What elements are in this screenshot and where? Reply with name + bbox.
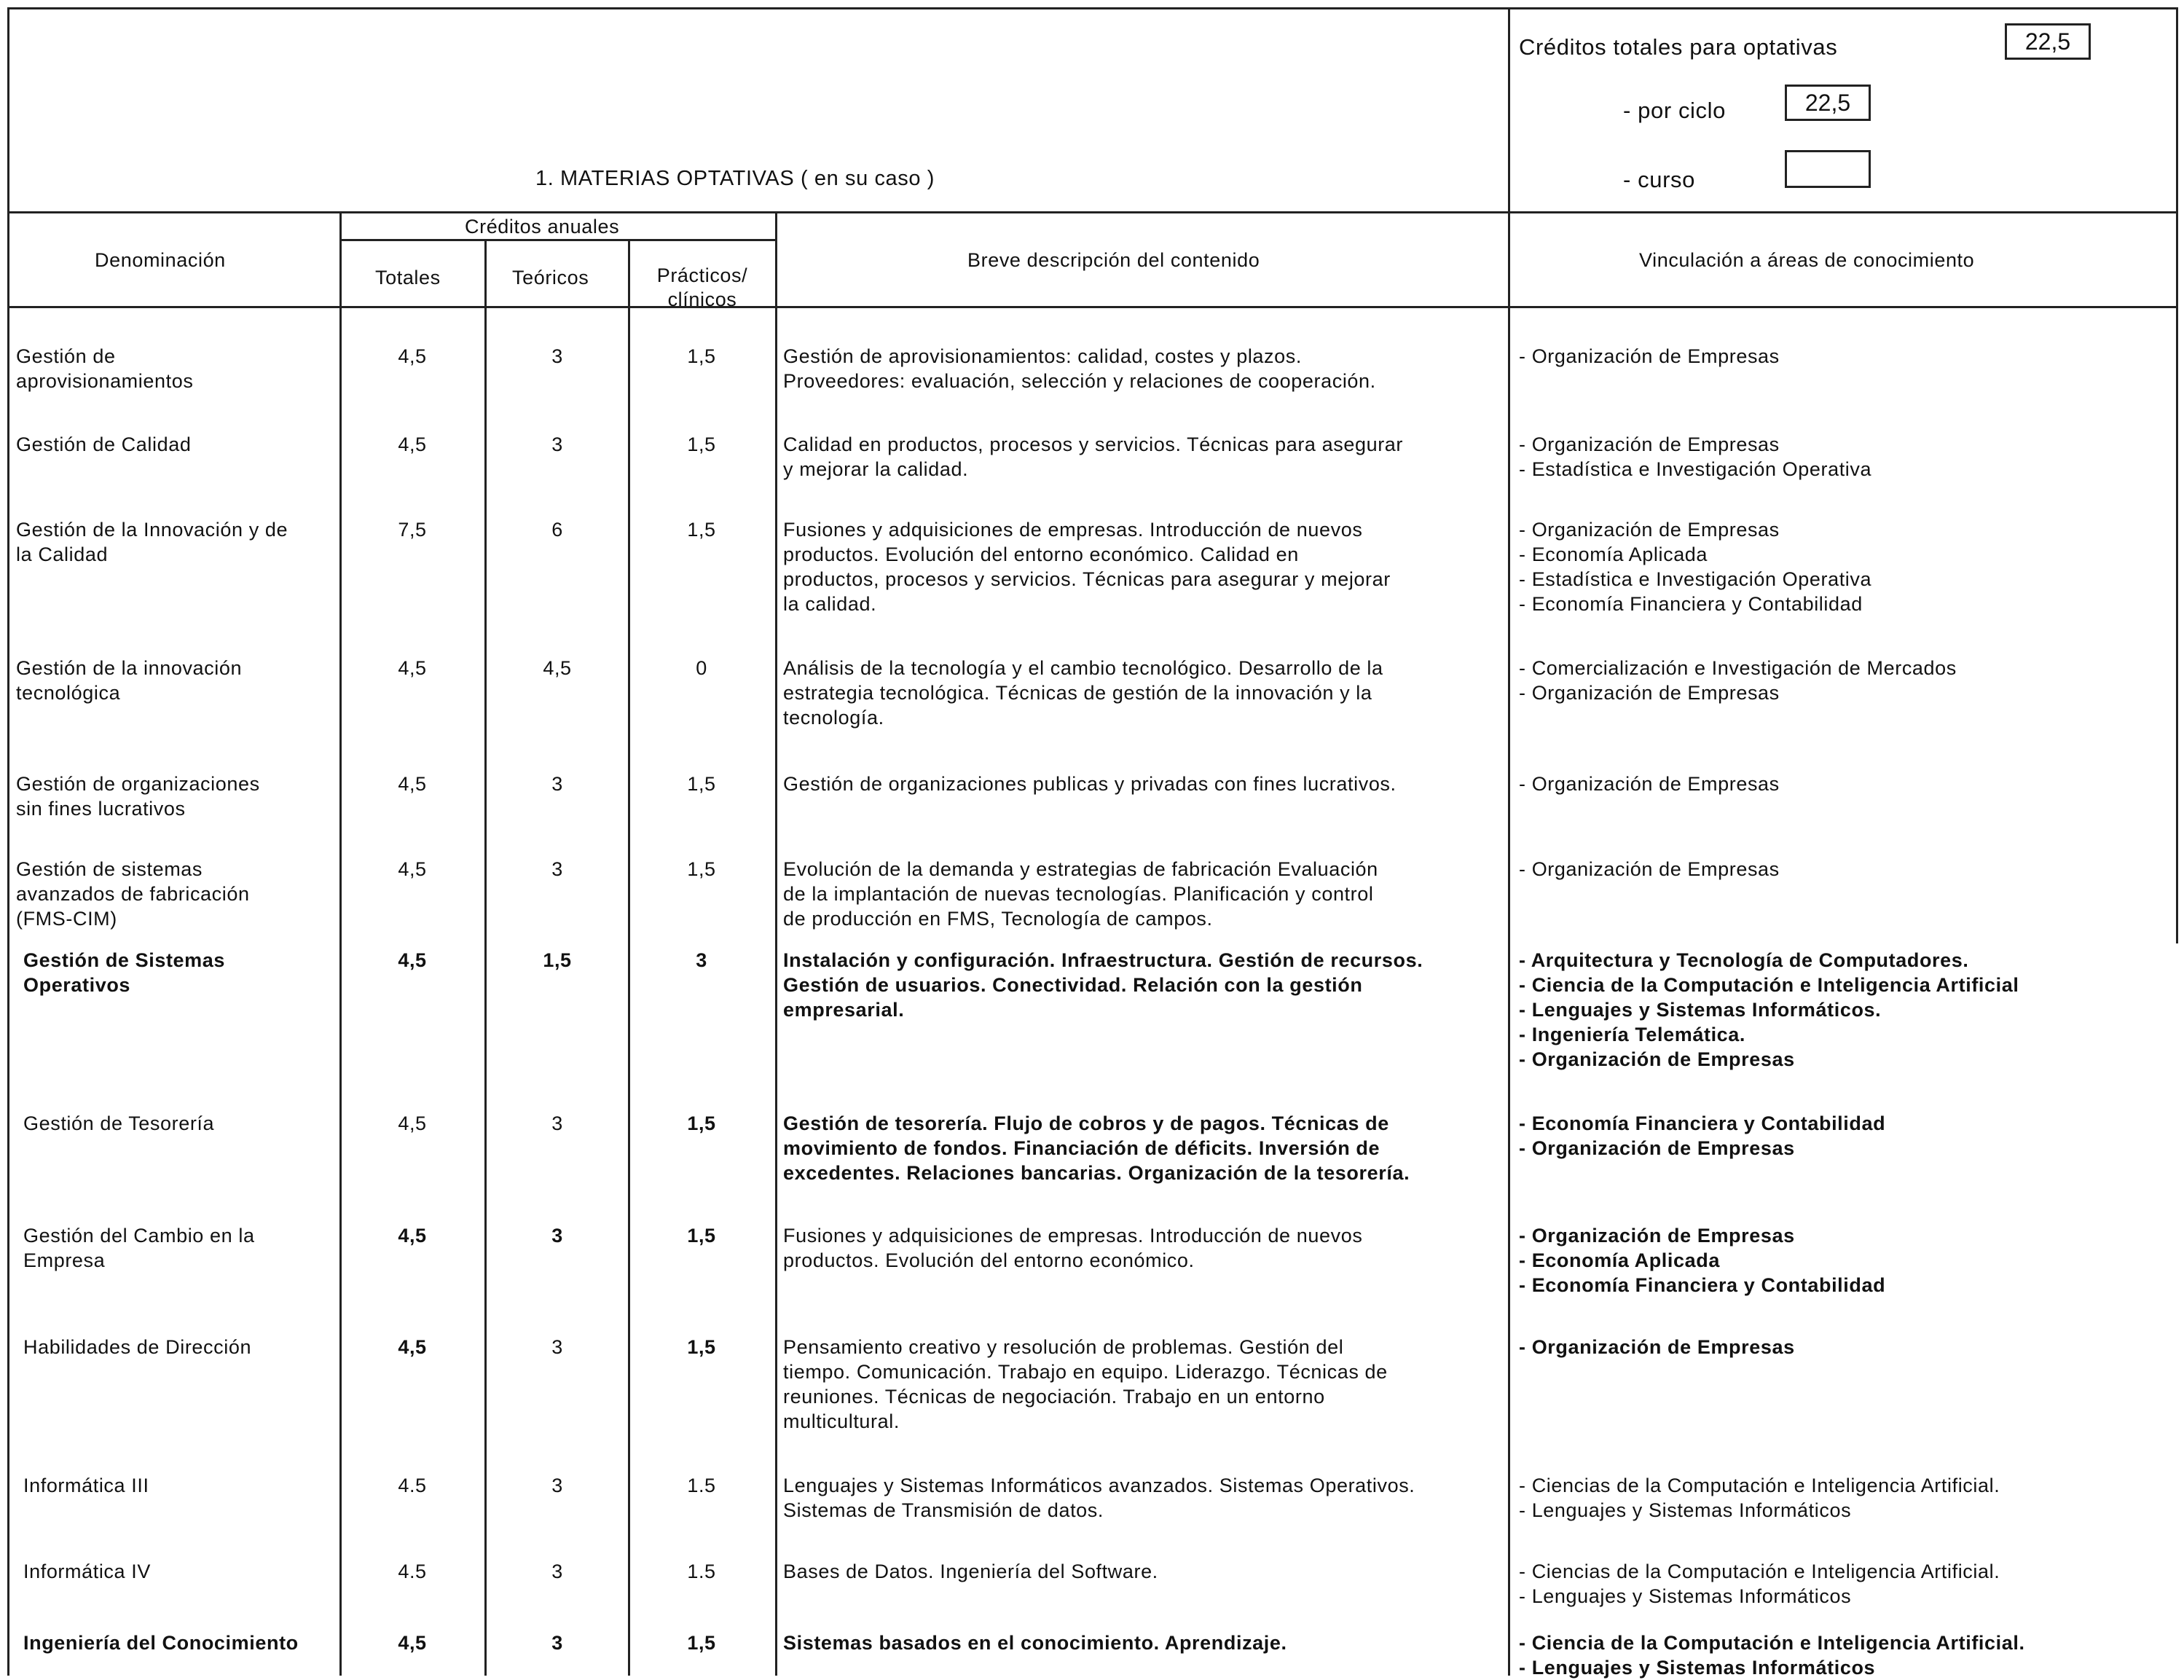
cell-descripcion: Instalación y configuración. Infraestructura. Gestión de recursos. Gestión de usuarios. Conectividad. Relación con la gestión empresarial. — [783, 949, 1423, 1021]
cell-practicos: 1,5 — [687, 773, 716, 795]
col-header-denominacion: Denominación — [95, 249, 226, 271]
cell-vinculacion: - Organización de Empresas - Economía Aplicada - Economía Financiera y Contabilidad — [1519, 1225, 1886, 1296]
cell-vinculacion: - Arquitectura y Tecnología de Computadores. - Ciencia de la Computación e Inteligencia Artificial - Lenguajes y Sistemas Informáticos. - Ingeniería Telemática. - Organización de Empresas — [1519, 949, 2019, 1070]
cell-denominacion: Gestión del Cambio en la Empresa — [23, 1225, 255, 1271]
cell-vinculacion: - Ciencia de la Computación e Inteligencia Artificial. - Lenguajes y Sistemas Informáticos — [1519, 1632, 2025, 1679]
por-ciclo-value: 22,5 — [1785, 85, 1871, 121]
cell-teoricos: 3 — [551, 773, 563, 795]
cell-denominacion: Gestión de Calidad — [16, 433, 192, 455]
cell-totales: 4,5 — [398, 1632, 427, 1654]
cell-denominacion: Gestión de aprovisionamientos — [16, 345, 194, 392]
cell-totales: 4.5 — [398, 1475, 427, 1496]
cell-practicos: 1.5 — [687, 1475, 716, 1496]
col-line-descripcion — [775, 211, 777, 1676]
cell-practicos: 0 — [696, 657, 707, 679]
cell-totales: 4,5 — [398, 345, 427, 367]
cell-practicos: 1,5 — [687, 433, 716, 455]
cell-descripcion: Evolución de la demanda y estrategias de fabricación Evaluación de la implantación de nuevas tecnologías. Planificación y control de producción en FMS, Tecnología de campos. — [783, 858, 1378, 930]
cell-descripcion: Sistemas basados en el conocimiento. Aprendizaje. — [783, 1632, 1287, 1654]
cell-descripcion: Calidad en productos, procesos y servicios. Técnicas para asegurar y mejorar la calidad. — [783, 433, 1404, 480]
cell-teoricos: 3 — [551, 858, 563, 880]
curso-value — [1785, 150, 1871, 188]
cell-denominacion: Gestión de la Innovación y de la Calidad — [16, 519, 288, 565]
cell-totales: 4,5 — [398, 1336, 427, 1358]
cell-totales: 7,5 — [398, 519, 427, 541]
cell-totales: 4,5 — [398, 949, 427, 971]
cell-practicos: 1,5 — [687, 1112, 716, 1134]
cell-descripcion: Análisis de la tecnología y el cambio tecnológico. Desarrollo de la estrategia tecnológica. Técnicas de gestión de la innovación y la tecnología. — [783, 657, 1383, 729]
cell-vinculacion: - Ciencias de la Computación e Inteligencia Artificial. - Lenguajes y Sistemas Informáticos — [1519, 1561, 2000, 1607]
cell-teoricos: 3 — [551, 345, 563, 367]
cell-totales: 4,5 — [398, 1225, 427, 1247]
cell-totales: 4,5 — [398, 858, 427, 880]
cell-denominacion: Gestión de organizaciones sin fines lucrativos — [16, 773, 260, 820]
cell-teoricos: 3 — [551, 433, 563, 455]
cell-vinculacion: - Organización de Empresas — [1519, 858, 1780, 880]
col-line-left — [7, 211, 9, 1676]
cell-practicos: 1,5 — [687, 1225, 716, 1247]
cell-totales: 4,5 — [398, 433, 427, 455]
por-ciclo-label: - por ciclo — [1623, 98, 1726, 123]
cell-teoricos: 3 — [551, 1561, 563, 1582]
cell-denominacion: Habilidades de Dirección — [23, 1336, 252, 1358]
cell-practicos: 1,5 — [687, 858, 716, 880]
col-line-totales — [339, 211, 342, 1676]
cell-descripcion: Gestión de organizaciones publicas y privadas con fines lucrativos. — [783, 773, 1397, 795]
section-title: 1. MATERIAS OPTATIVAS ( en su caso ) — [535, 167, 935, 190]
creditos-anuales-rule — [339, 239, 775, 241]
cell-teoricos: 3 — [551, 1225, 563, 1247]
cell-teoricos: 3 — [551, 1475, 563, 1496]
cell-practicos: 1,5 — [687, 519, 716, 541]
cell-practicos: 1.5 — [687, 1561, 716, 1582]
cell-vinculacion: - Ciencias de la Computación e Inteligencia Artificial. - Lenguajes y Sistemas Informáticos — [1519, 1475, 2000, 1521]
cell-vinculacion: - Economía Financiera y Contabilidad - Organización de Empresas — [1519, 1112, 1886, 1159]
cell-practicos: 1,5 — [687, 345, 716, 367]
col-header-teoricos: Teóricos — [512, 267, 589, 288]
cell-practicos: 3 — [696, 949, 707, 971]
cell-denominacion: Gestión de sistemas avanzados de fabricación (FMS-CIM) — [16, 858, 250, 930]
cell-descripcion: Fusiones y adquisiciones de empresas. Introducción de nuevos productos. Evolución del entorno económico. Calidad en productos, procesos y servicios. Técnicas para asegurar y mejorar la calidad. — [783, 519, 1391, 615]
cell-teoricos: 3 — [551, 1336, 563, 1358]
cell-teoricos: 6 — [551, 519, 563, 541]
cell-denominacion: Informática IV — [23, 1561, 151, 1582]
cell-teoricos: 4,5 — [543, 657, 572, 679]
cell-practicos: 1,5 — [687, 1336, 716, 1358]
creditos-totales-value: 22,5 — [2005, 23, 2091, 60]
col-header-practicos: Prácticos/ clínicos — [656, 264, 748, 310]
col-header-vinculacion: Vinculación a áreas de conocimiento — [1639, 249, 1975, 271]
creditos-totales-label: Créditos totales para optativas — [1519, 34, 1838, 60]
curso-label: - curso — [1623, 167, 1695, 192]
col-header-totales: Totales — [375, 267, 441, 288]
cell-practicos: 1,5 — [687, 1632, 716, 1654]
cell-denominacion: Informática III — [23, 1475, 149, 1496]
cell-descripcion: Pensamiento creativo y resolución de problemas. Gestión del tiempo. Comunicación. Trabajo en equipo. Liderazgo. Técnicas de reuniones. Técnicas de negociación. Trabajo en un entorno multicultural. — [783, 1336, 1388, 1432]
col-header-descripcion: Breve descripción del contenido — [967, 249, 1260, 271]
cell-teoricos: 1,5 — [543, 949, 572, 971]
cell-vinculacion: - Organización de Empresas - Estadística e Investigación Operativa — [1519, 433, 1872, 480]
header-divider — [1508, 7, 1510, 213]
cell-totales: 4,5 — [398, 657, 427, 679]
cell-totales: 4,5 — [398, 773, 427, 795]
cell-vinculacion: - Organización de Empresas — [1519, 1336, 1795, 1358]
cell-descripcion: Gestión de aprovisionamientos: calidad, costes y plazos. Proveedores: evaluación, selección y relaciones de cooperación. — [783, 345, 1376, 392]
column-header-top — [7, 211, 2178, 213]
document-page — [7, 7, 2178, 1679]
cell-descripcion: Gestión de tesorería. Flujo de cobros y de pagos. Técnicas de movimiento de fondos. Financiación de déficits. Inversión de excedentes. Relaciones bancarias. Organización de la tesorería. — [783, 1112, 1410, 1184]
cell-totales: 4.5 — [398, 1561, 427, 1582]
cell-denominacion: Gestión de Sistemas Operativos — [23, 949, 225, 996]
col-header-creditos-anuales: Créditos anuales — [465, 216, 620, 238]
cell-descripcion: Lenguajes y Sistemas Informáticos avanzados. Sistemas Operativos. Sistemas de Transmisión de datos. — [783, 1475, 1415, 1521]
cell-totales: 4,5 — [398, 1112, 427, 1134]
cell-denominacion: Gestión de la innovación tecnológica — [16, 657, 243, 704]
cell-vinculacion: - Comercialización e Investigación de Mercados - Organización de Empresas — [1519, 657, 1957, 704]
cell-vinculacion: - Organización de Empresas - Economía Aplicada - Estadística e Investigación Operativa - Economía Financiera y Contabilidad — [1519, 519, 1872, 615]
cell-descripcion: Fusiones y adquisiciones de empresas. Introducción de nuevos productos. Evolución del entorno económico. — [783, 1225, 1363, 1271]
cell-teoricos: 3 — [551, 1112, 563, 1134]
cell-denominacion: Gestión de Tesorería — [23, 1112, 215, 1134]
column-header-bottom — [7, 306, 2178, 308]
cell-teoricos: 3 — [551, 1632, 563, 1654]
cell-descripcion: Bases de Datos. Ingeniería del Software. — [783, 1561, 1158, 1582]
col-line-right — [2176, 211, 2178, 943]
cell-vinculacion: - Organización de Empresas — [1519, 773, 1780, 795]
cell-denominacion: Ingeniería del Conocimiento — [23, 1632, 299, 1654]
col-line-vinculacion — [1508, 211, 1510, 1676]
cell-vinculacion: - Organización de Empresas — [1519, 345, 1780, 367]
